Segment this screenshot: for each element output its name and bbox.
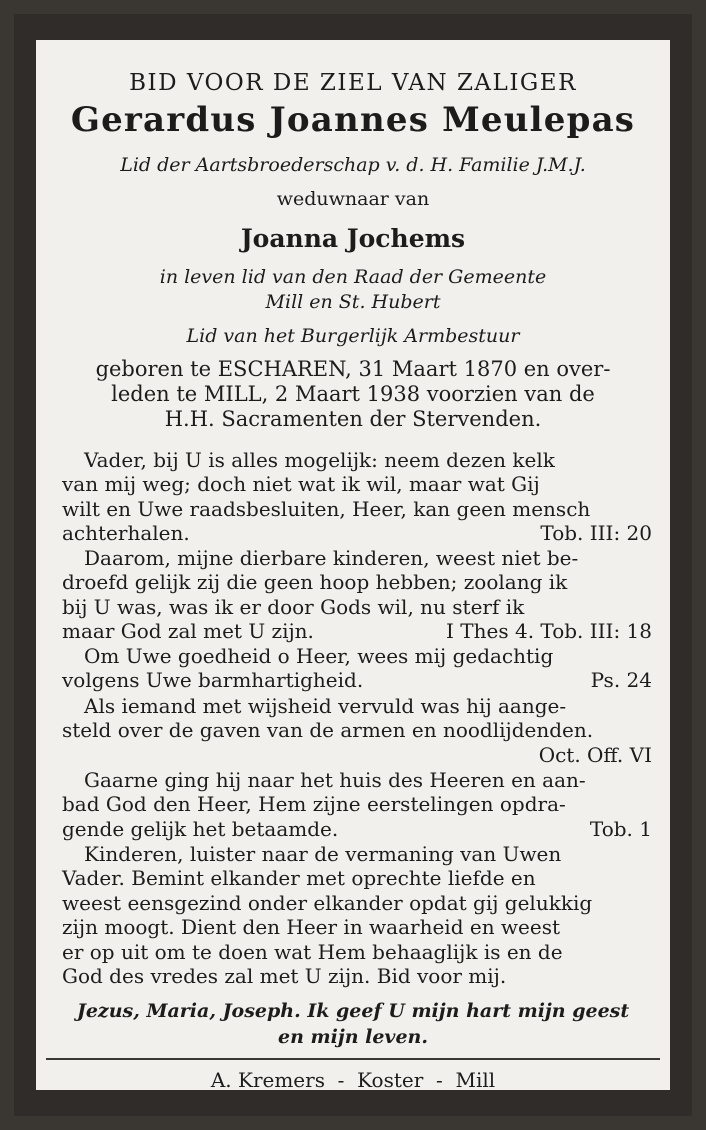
footer-divider — [46, 1058, 660, 1060]
verse-line: weest eensgezind onder elkander opdat gij gelukkig — [62, 890, 593, 915]
verse-line — [62, 743, 652, 767]
verse-reference: Oct. Off. VI — [538, 742, 652, 767]
verse-line: Gaarne ging hij naar het huis des Heeren en aan- — [84, 768, 586, 792]
verse-line: Kinderen, luister naar de vermaning van Uwen — [84, 842, 562, 866]
verse-4 — [62, 694, 652, 767]
verse-3 — [62, 644, 652, 693]
verse-line — [62, 521, 652, 545]
council-role-line-2: Mill en St. Hubert — [265, 291, 441, 313]
card-heading: BID VOOR DE ZIEL VAN ZALIGER — [129, 70, 577, 96]
verse-line: Om Uwe goedheid o Heer, wees mij gedachtig — [84, 644, 554, 668]
bio-line-3: H.H. Sacramenten der Stervenden. — [164, 407, 542, 431]
prayer-line-2: en mijn leven. — [277, 1026, 428, 1048]
card-paper: BID VOOR DE ZIEL VAN ZALIGER Gerardus Joannes Meulepas Lid der Aartsbroederschap v. d. H. Familie J.M.J. weduwnaar van Joanna Jochems in leven lid van den Raad der Gemeente Mill en St. Hubert Lid van het Burgerlijk Armbestuur geboren te ESCHAREN, 31 Maart 1870 en over- leden te MILL, 2 Maart 1938 voorzien van de H.H. Sacramenten der Stervenden. Vader, bij U is alles mogelijk: neem dezen kelk van mij weg; doch niet wat ik wil, maar wat Gij wilt en Uwe raadsbesluiten, Heer, kan geen mensch achterhalen. Tob. III: 20 Daarom, mijne dierbare kinderen, weest niet be- droefd gelijk zij die geen hoop hebben; zoolang ik bij U was, was ik er door Gods wil, nu sterf ik maar God zal met U zijn. I Thes 4. Tob. III: 18 Om Uwe goedheid o Heer, wees mij gedachtig volgens Uwe barmhartigheid. Ps. 24 Als iemand met wijsheid vervuld was hij aange- steld over de gaven van de armen en noodlijdenden. Oct. Off. VI Gaarne ging hij naar het huis des Heeren en aan- bad God den Heer, Hem zijne eerstelingen opdra- gende gelijk het betaamde. Tob. 1 Kinderen, luister naar de vermaning van Uwen Vader. Bemint elkander met oprechte liefde en weest eensgezind onder elkander opdat gij gelukkig zijn moogt. Dient den Heer in waarheid en weest er op uit om te doen wat Hem behaaglijk is en de God des vredes zal met U zijn. Bid voor mij. Jezus, Maria, Joseph. Ik geef U mijn hart mijn geest en mijn leven. A. Kremers - Koster - Mill — [36, 40, 670, 1090]
verse-line: Als iemand met wijsheid vervuld was hij aange- — [84, 694, 567, 718]
verse-1 — [62, 448, 652, 546]
verse-line: bad God den Heer, Hem zijne eerstelingen opdra- — [62, 792, 566, 817]
verse-reference: Tob. 1 — [589, 816, 652, 841]
verse-6 — [62, 842, 652, 988]
verse-line: God des vredes zal met U zijn. Bid voor mij. — [62, 963, 507, 988]
verse-line: droefd gelijk zij die geen hoop hebben; zoolang ik — [62, 570, 568, 595]
verse-line: van mij weg; doch niet wat ik wil, maar wat Gij — [62, 472, 540, 497]
bio-line-1: geboren te ESCHAREN, 31 Maart 1870 en over- — [95, 357, 611, 381]
prayer-line-1: Jezus, Maria, Joseph. Ik geef U mijn hart mijn geest — [76, 1000, 630, 1022]
membership-line: Lid der Aartsbroederschap v. d. H. Familie J.M.J. — [120, 154, 586, 176]
verse-line: Daarom, mijne dierbare kinderen, weest niet be- — [84, 546, 579, 570]
verse-text: gende gelijk het betaamde. — [62, 816, 339, 841]
verse-line — [62, 817, 652, 841]
bio-line-2: leden te MILL, 2 Maart 1938 voorzien van de — [111, 382, 595, 406]
verse-text: volgens Uwe barmhartigheid. — [62, 668, 364, 693]
verse-line: Vader. Bemint elkander met oprechte liefde en — [62, 866, 536, 891]
council-role-line-1: in leven lid van den Raad der Gemeente — [159, 266, 547, 288]
verse-line — [62, 668, 652, 692]
verse-line — [62, 619, 652, 643]
memorial-card — [14, 14, 692, 1116]
verse-line: steld over de gaven van de armen en noodlijdenden. — [62, 718, 594, 743]
verse-text: achterhalen. — [62, 521, 190, 546]
verse-line: er op uit om te doen wat Hem behaaglijk is en de — [62, 939, 563, 964]
verse-reference: I Thes 4. Tob. III: 18 — [446, 619, 652, 644]
poor-relief-role: Lid van het Burgerlijk Armbestuur — [186, 325, 520, 347]
verse-reference: Ps. 24 — [590, 668, 652, 693]
spouse-name: Joanna Jochems — [240, 224, 466, 253]
verse-2 — [62, 546, 652, 644]
widower-line: weduwnaar van — [276, 188, 430, 210]
verse-line: wilt en Uwe raadsbesluiten, Heer, kan geen mensch — [62, 496, 591, 521]
verse-line: bij U was, was ik er door Gods wil, nu sterf ik — [62, 594, 525, 619]
verse-line: zijn moogt. Dient den Heer in waarheid en weest — [62, 915, 561, 940]
deceased-name: Gerardus Joannes Meulepas — [70, 100, 636, 140]
verse-line: Vader, bij U is alles mogelijk: neem dezen kelk — [84, 448, 555, 472]
verse-5 — [62, 768, 652, 841]
verse-reference: Tob. III: 20 — [540, 521, 652, 546]
verse-text: maar God zal met U zijn. — [62, 619, 314, 644]
